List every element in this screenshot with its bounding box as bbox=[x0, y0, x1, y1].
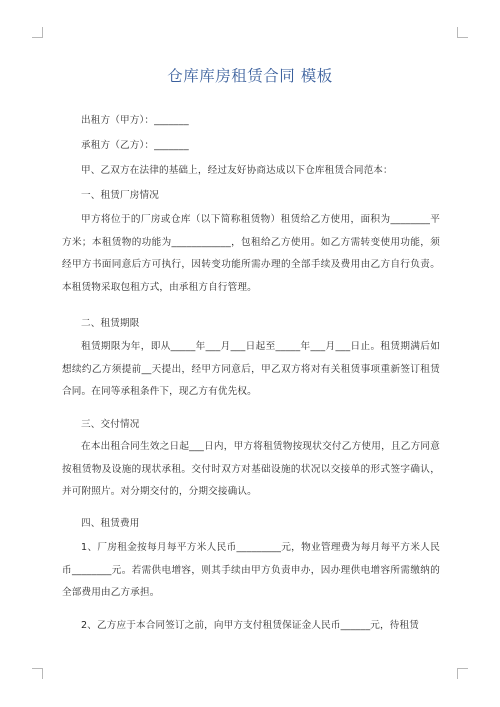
section-2-heading: 二、租赁期限 bbox=[81, 318, 140, 329]
crop-mark-bottom-left bbox=[32, 668, 43, 679]
section-3-paragraph: 在本出租合同生效之日起___日内，甲方将租赁物按现状交付乙方使用，且乙方同意按租赁物及设施的现状承租。交付时双方对基础设施的状况以交接单的形式签字确认，并可附照片。对分期交付的，分期交接确认。 bbox=[62, 441, 440, 497]
crop-mark-top-left bbox=[32, 27, 43, 38]
section-1-paragraph: 甲方将位于的厂房或仓库（以下简称租赁物）租赁给乙方使用，面积为________平方米；本租赁物的功能为____________，包租给乙方使用。如乙方需转变使用功能，须经甲方书面同意后方可执行，因转变功能所需办理的全部手续及费用由乙方自行负责。本租赁物采取包租方式，由承租方自行管理。 bbox=[62, 214, 440, 293]
section-4-heading: 四、租赁费用 bbox=[81, 518, 140, 529]
crop-mark-top-right bbox=[457, 27, 468, 38]
section-4-item-2: 2、乙方应于本合同签订之前，向甲方支付租赁保证金人民币______元，待租赁 bbox=[81, 620, 419, 631]
section-3-heading: 三、交付情况 bbox=[81, 419, 140, 430]
document-title: 仓库库房租赁合同 模板 bbox=[167, 67, 333, 85]
lessee-line: 承租方（乙方）：_______ bbox=[81, 140, 189, 151]
section-2-paragraph: 租赁期限为年，即从_____年___月___日起至_____年___月___日止。租赁期满后如想续约乙方须提前__天提出，经甲方同意后，甲乙双方将对有关租赁事项重新签订租赁合同。在同等承租条件下，现乙方有优先权。 bbox=[62, 341, 440, 397]
lessor-line: 出租方（甲方）：_______ bbox=[81, 115, 189, 126]
intro-paragraph: 甲、乙双方在法律的基础上，经过友好协商达成以下仓库租赁合同范本： bbox=[81, 165, 393, 176]
section-1-heading: 一、租赁厂房情况 bbox=[81, 190, 159, 201]
section-4-item-1: 1、厂房租金按每月每平方米人民币_________元，物业管理费为每月每平方米人民币________元。若需供电增容，则其手续由甲方负责申办，因办理供电增容所需缴纳的全部费用由乙方承担。 bbox=[62, 542, 440, 598]
crop-mark-bottom-right bbox=[457, 668, 468, 679]
